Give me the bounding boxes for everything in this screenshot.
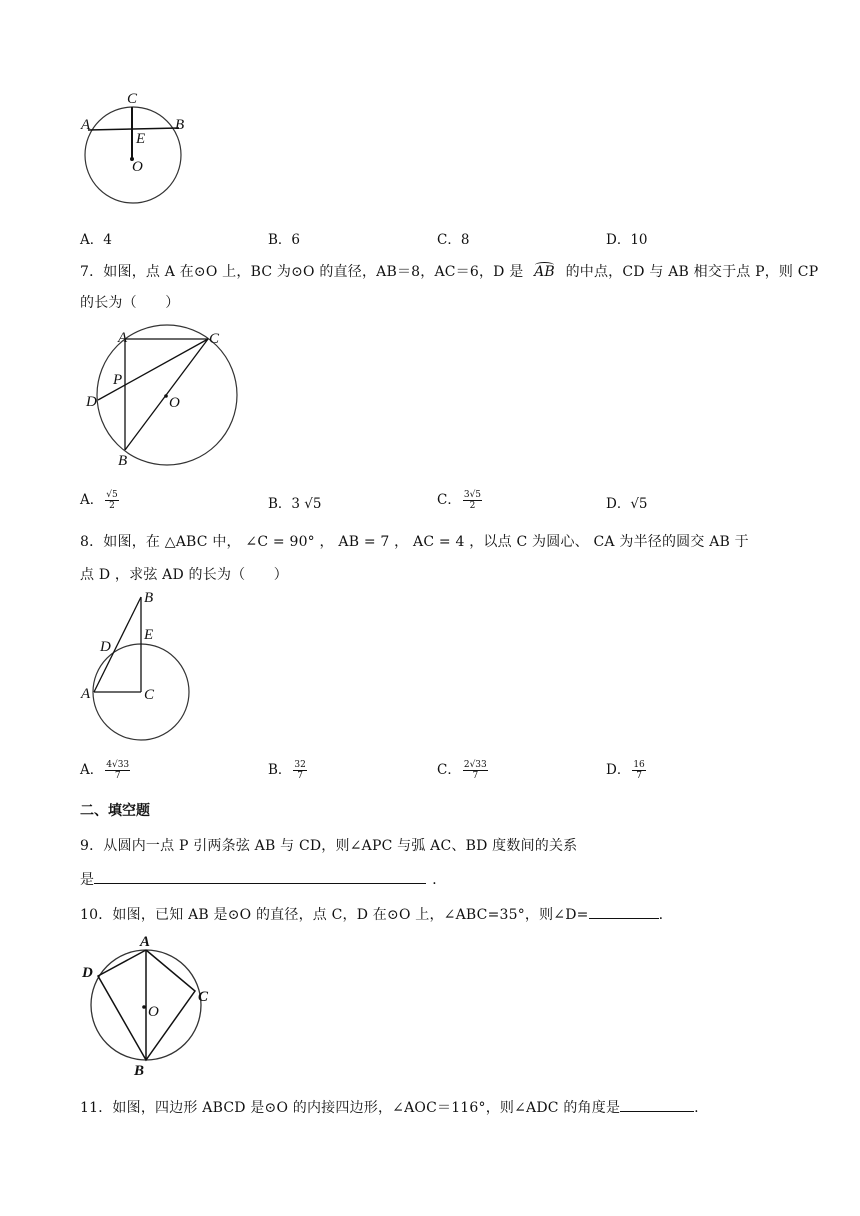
q6-label-b: B xyxy=(175,117,185,133)
q6-figure xyxy=(75,85,195,210)
q10-answer-blank[interactable] xyxy=(589,903,659,919)
q10-label-a: A xyxy=(140,934,151,950)
q7-stem-line2: 的长为（ ） xyxy=(80,295,180,311)
q9-stem-line1: 9．从圆内一点 P 引两条弦 AB 与 CD，则∠APC 与弧 AC、BD 度数间的关系 xyxy=(80,838,578,854)
q7-option-a: A． $\frac{√5}{2}$ xyxy=(80,490,118,511)
q8-label-c: C xyxy=(144,687,155,703)
q6-label-a: A xyxy=(81,117,91,133)
q6-option-c: C．8 xyxy=(437,232,470,248)
q10-label-b: B xyxy=(134,1063,145,1079)
q10-stem: 10．如图，已知 AB 是⊙O 的直径，点 C，D 在⊙O 上，∠ABC=35°，则∠D= . xyxy=(80,903,663,924)
q7-label-a: A xyxy=(118,330,128,346)
q8-option-d: D． $\frac{16}{7}$ xyxy=(606,760,645,781)
q6-option-a: A．4 xyxy=(80,232,112,248)
q7-option-d: D．√5 xyxy=(606,496,648,512)
q8-option-b: B． $\frac{32}{7}$ xyxy=(268,760,306,781)
q8-stem-line2: 点 D ，求弦 AD 的长为（ ） xyxy=(80,567,288,583)
q8-stem-line1: 8．如图，在 △ABC 中， ∠C = 90° ， AB = 7 ， AC = 4 ，以点 C 为圆心、 CA 为半径的圆交 AB 于 xyxy=(80,534,749,550)
q6-label-c: C xyxy=(127,91,138,107)
q7-figure xyxy=(80,325,250,475)
q7-stem-part2: 的中点，CD 与 AB 相交于点 P，则 CP xyxy=(565,264,819,280)
q6-label-o: O xyxy=(132,159,143,175)
q9-answer-blank[interactable] xyxy=(94,868,426,884)
q7-label-o: O xyxy=(169,395,180,411)
q6-option-d: D．10 xyxy=(606,232,648,248)
q8-label-e: E xyxy=(144,627,154,643)
q10-label-c: C xyxy=(198,989,209,1005)
q6-label-e: E xyxy=(136,131,146,147)
q8-label-b: B xyxy=(144,590,154,606)
q9-stem-line2: 是 ． xyxy=(80,868,446,889)
q7-label-d: D xyxy=(86,394,97,410)
q8-label-d: D xyxy=(100,639,111,655)
section-heading-fill-in: 二、填空题 xyxy=(80,803,150,819)
q7-option-b: B．3 √5 xyxy=(268,496,322,512)
q8-option-c: C． $\frac{2√33}{7}$ xyxy=(437,760,487,781)
q10-figure xyxy=(78,930,218,1079)
q7-label-b: B xyxy=(118,453,128,469)
q7-label-c: C xyxy=(209,331,220,347)
q6-option-b: B．6 xyxy=(268,232,301,248)
q11-answer-blank[interactable] xyxy=(620,1096,694,1112)
q7-stem-line1 xyxy=(80,261,818,281)
q7-arc-ab: AB xyxy=(534,264,555,280)
q7-stem-part1: 7．如图，点 A 在⊙O 上，BC 为⊙O 的直径，AB＝8，AC＝6，D 是 xyxy=(80,264,524,280)
q10-label-o: O xyxy=(148,1004,159,1020)
q8-option-a: A． $\frac{4√33}{7}$ xyxy=(80,760,130,781)
q8-label-a: A xyxy=(81,686,91,702)
q7-label-p: P xyxy=(113,372,123,388)
q10-label-d: D xyxy=(82,965,93,981)
q8-figure xyxy=(78,585,198,735)
q7-option-c: C． $\frac{3√5}{2}$ xyxy=(437,490,482,511)
q11-stem: 11．如图，四边形 ABCD 是⊙O 的内接四边形，∠AOC＝116°，则∠ADC 的角度是 . xyxy=(80,1096,699,1117)
